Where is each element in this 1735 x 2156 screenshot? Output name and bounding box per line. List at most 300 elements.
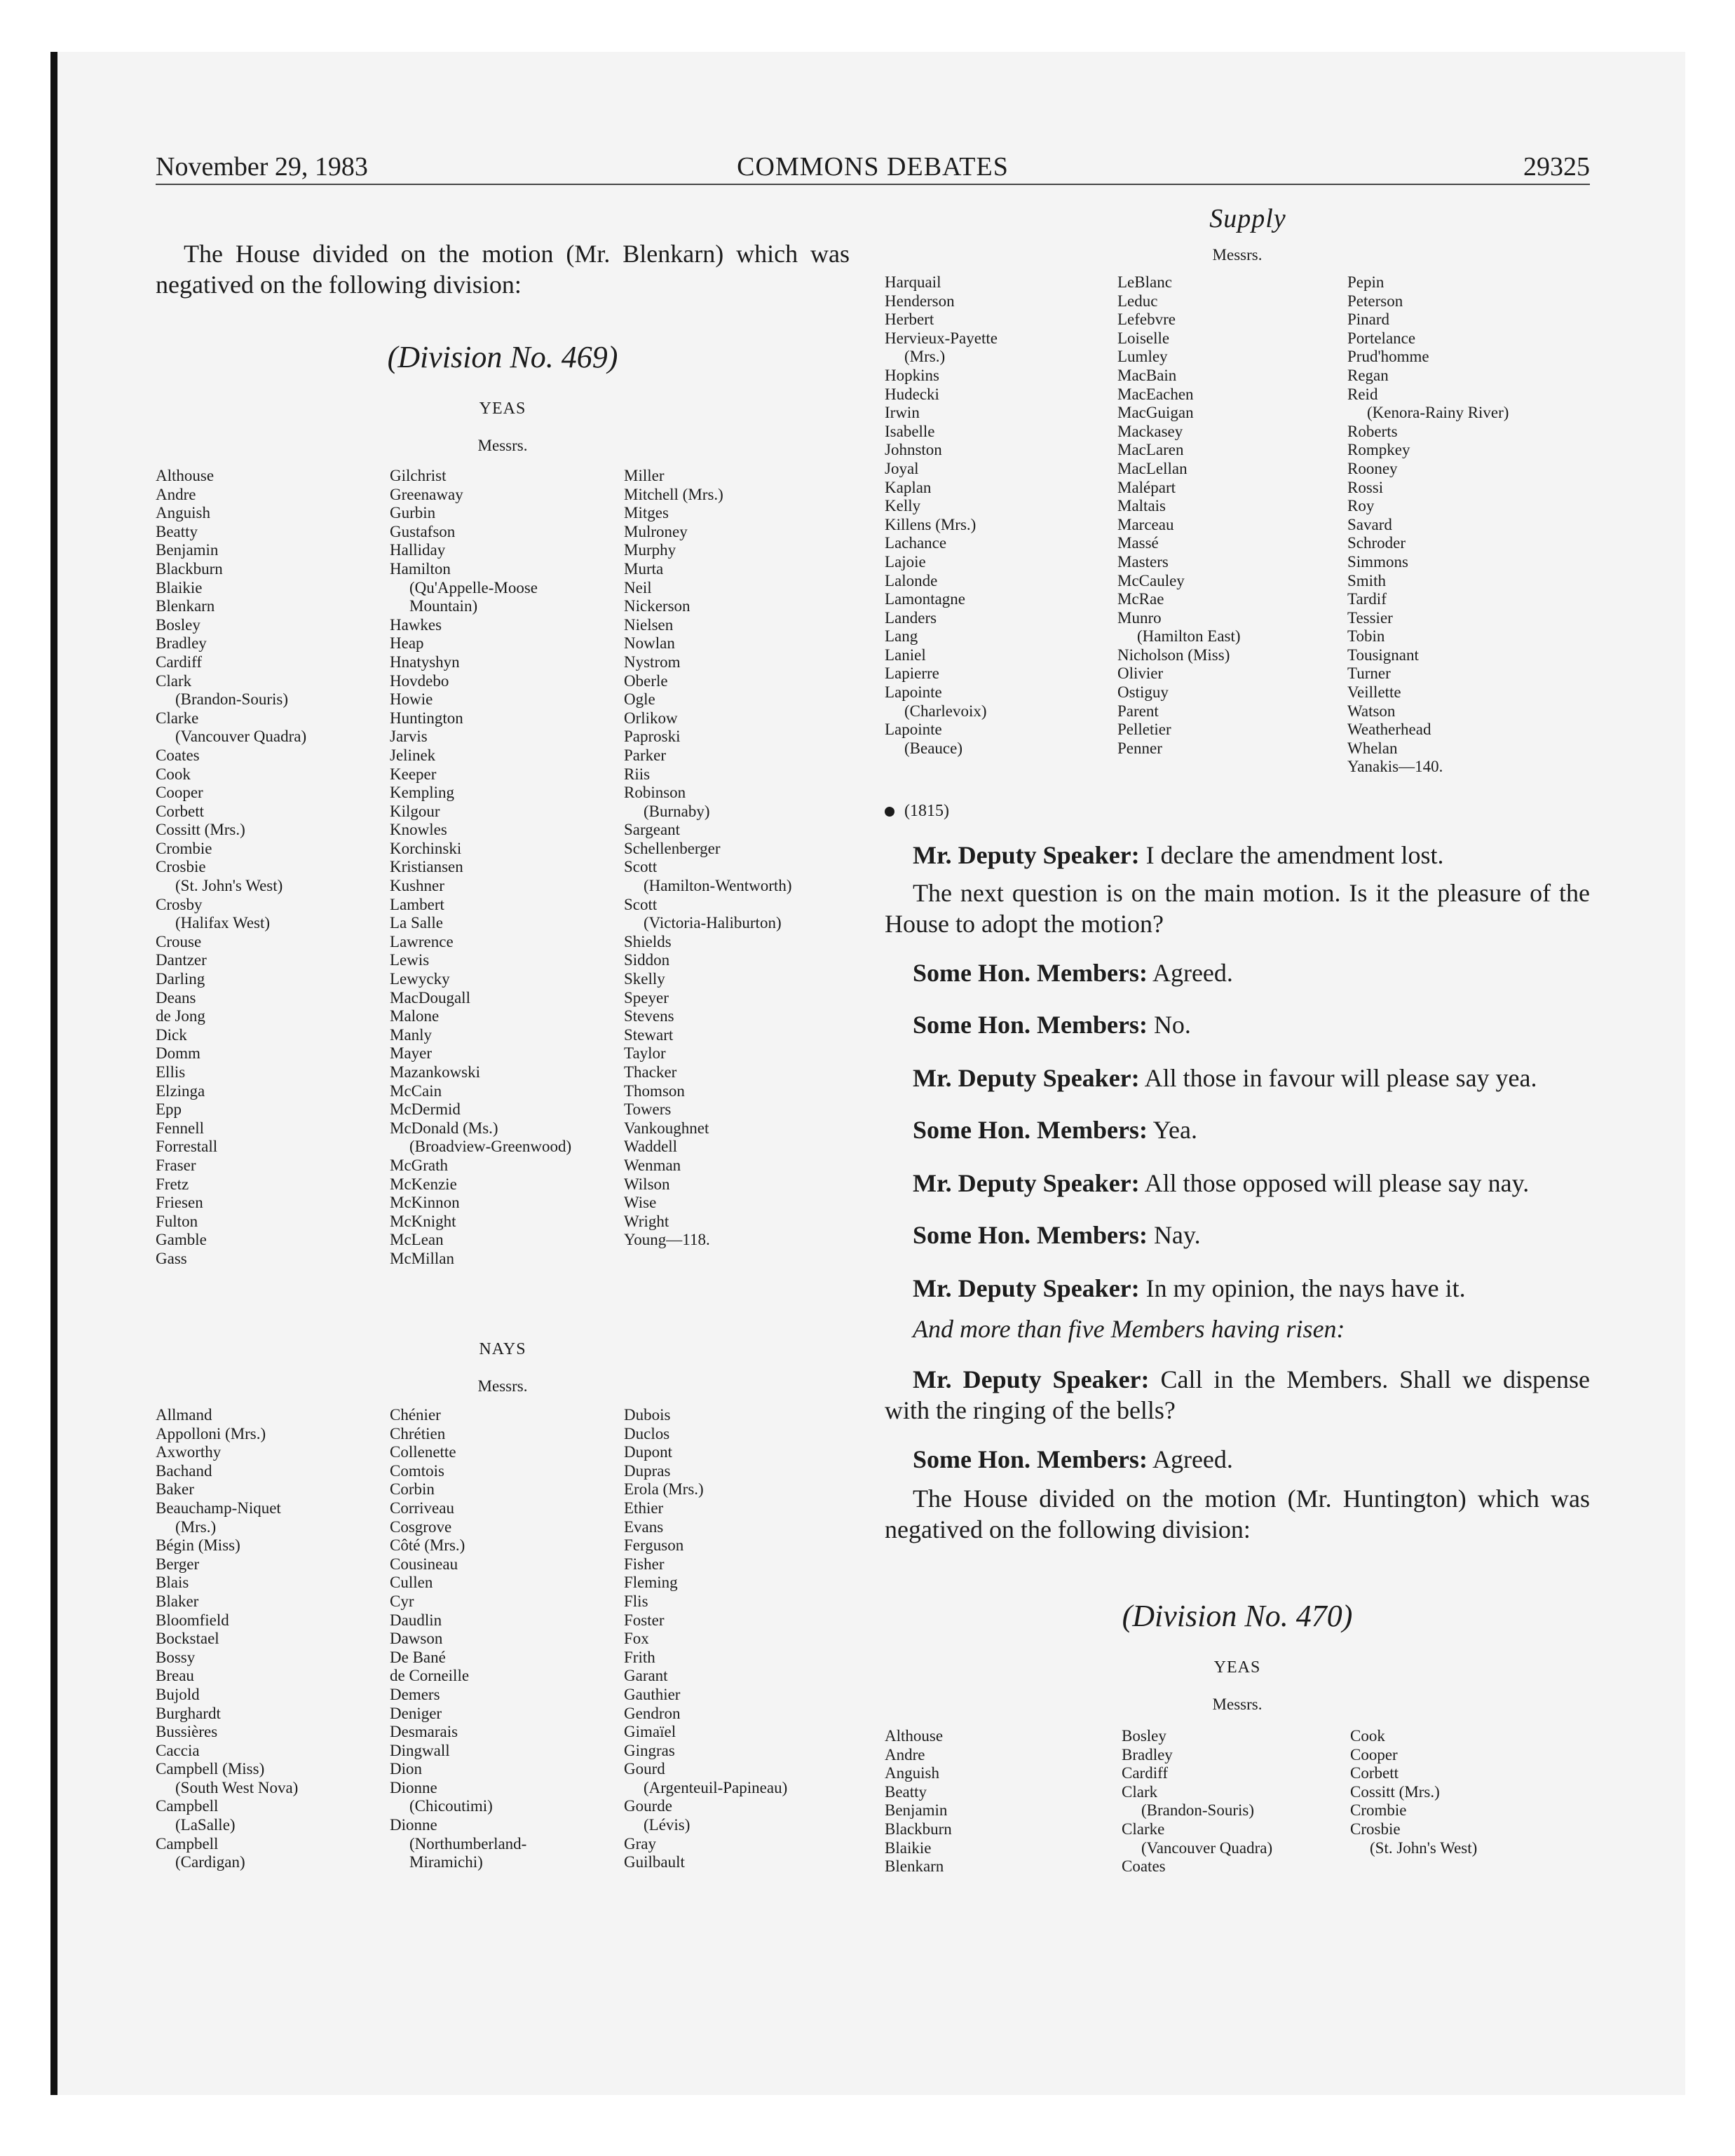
member-name: Corriveau	[390, 1499, 454, 1517]
member-name: McGrath	[390, 1156, 449, 1174]
member-name: Jarvis	[390, 728, 428, 746]
dialogue-line	[885, 1168, 1590, 1199]
member-name: (Argenteuil-Papineau)	[644, 1778, 788, 1796]
member-name: Cooper	[156, 784, 203, 802]
speech-text: No.	[1147, 1011, 1191, 1039]
member-name: (Kenora-Rainy River)	[1367, 404, 1509, 422]
member-name: (Burnaby)	[644, 802, 710, 820]
member-name: Lachance	[885, 534, 947, 552]
member-name: Cullen	[390, 1574, 433, 1592]
member-name: Garant	[624, 1667, 668, 1685]
member-name: Vankoughnet	[624, 1119, 709, 1137]
nays-continued-column-3	[1347, 273, 1509, 777]
member-name: Forrestall	[156, 1138, 218, 1156]
member-name: (St. John's West)	[1370, 1838, 1478, 1857]
member-name: Cook	[1350, 1727, 1385, 1745]
member-name: de Corneille	[390, 1667, 470, 1685]
member-name: Cosgrove	[390, 1517, 452, 1536]
member-name: Tessier	[1347, 608, 1393, 627]
member-name: Beatty	[156, 522, 198, 540]
member-name: Lumley	[1117, 348, 1168, 366]
member-name: Nielsen	[624, 615, 674, 634]
member-name: Ethier	[624, 1499, 664, 1517]
member-name: Elzinga	[156, 1082, 205, 1100]
member-name: (Broadview-Greenwood)	[409, 1138, 572, 1156]
member-name: Darling	[156, 970, 205, 988]
member-name: Towers	[624, 1100, 672, 1119]
member-name: (South West Nova)	[175, 1778, 299, 1796]
member-name: Bussières	[156, 1723, 218, 1741]
member-name: Collenette	[390, 1443, 456, 1461]
member-name: Schroder	[1347, 534, 1406, 552]
nays-column-3	[624, 1406, 787, 1872]
yeas-heading-block	[156, 398, 850, 419]
member-name: Parent	[1117, 702, 1159, 720]
member-name: Corbett	[1350, 1764, 1399, 1782]
dialogue-line	[885, 878, 1590, 939]
member-name: Scott	[624, 895, 658, 913]
member-name: Nicholson (Miss)	[1117, 646, 1230, 664]
member-name: Lang	[885, 627, 918, 646]
member-name: (Northumberland-	[409, 1834, 527, 1853]
member-name: Bujold	[156, 1685, 200, 1703]
member-name: Thacker	[624, 1063, 677, 1081]
member-name: Riis	[624, 765, 651, 783]
member-name: Pepin	[1347, 273, 1384, 291]
member-name: Axworthy	[156, 1443, 222, 1461]
member-name: Gurbin	[390, 504, 436, 522]
nays-heading-block	[156, 1339, 850, 1360]
member-name: Peterson	[1347, 292, 1403, 310]
member-name: Demers	[390, 1685, 440, 1703]
member-name: Blaker	[156, 1592, 199, 1610]
member-name: Johnston	[885, 441, 942, 459]
member-name: Taylor	[624, 1044, 666, 1063]
member-name: Frith	[624, 1648, 655, 1666]
member-name: Kaplan	[885, 478, 932, 496]
member-name: Blenkarn	[156, 597, 215, 615]
member-name: Knowles	[390, 821, 447, 839]
member-name: Deans	[156, 988, 196, 1007]
member-name: Gimaïel	[624, 1723, 676, 1741]
member-name: Gass	[156, 1249, 187, 1267]
member-name: Pelletier	[1117, 721, 1171, 739]
member-name: Manly	[390, 1025, 433, 1044]
bullet-dot	[885, 807, 894, 817]
member-name: Miller	[624, 467, 665, 484]
speaker-name: Mr. Deputy Speaker:	[913, 841, 1140, 869]
member-name: Lapointe	[885, 721, 942, 739]
member-name: Anguish	[156, 504, 210, 522]
member-name: Hnatyshyn	[390, 653, 460, 671]
member-name: Miramichi)	[409, 1853, 483, 1871]
member-name: Benjamin	[156, 541, 219, 559]
member-name: Siddon	[624, 951, 670, 969]
member-name: Howie	[390, 690, 433, 709]
speech-text: Agreed.	[1147, 1445, 1233, 1473]
member-name: Dingwall	[390, 1741, 450, 1759]
member-name: Bradley	[156, 634, 207, 653]
member-name: Lefebvre	[1117, 311, 1176, 329]
member-name: Domm	[156, 1044, 200, 1063]
yeas-messrs: Messrs.	[477, 437, 528, 454]
member-name: (Vancouver Quadra)	[1141, 1838, 1273, 1857]
member-name: Blais	[156, 1574, 189, 1592]
member-name: Cousineau	[390, 1555, 458, 1573]
member-name: Loiselle	[1117, 329, 1170, 347]
member-name: Chrétien	[390, 1424, 446, 1442]
member-name: Bockstael	[156, 1630, 219, 1648]
speaker-name: Some Hon. Members:	[913, 1221, 1148, 1249]
member-name: Herbert	[885, 311, 934, 329]
member-name: Althouse	[156, 467, 215, 484]
member-name: Lapointe	[885, 683, 942, 702]
member-name: (Brandon-Souris)	[1141, 1801, 1254, 1820]
member-name: Campbell (Miss)	[156, 1760, 265, 1778]
yeas2-column-2	[1122, 1727, 1272, 1876]
member-name: MacDougall	[390, 988, 470, 1007]
member-name: Bossy	[156, 1648, 196, 1666]
member-name: Hamilton	[390, 559, 451, 578]
member-name: Crosbie	[1350, 1820, 1401, 1838]
member-name: Dick	[156, 1025, 187, 1044]
member-name: Hervieux-Payette	[885, 329, 998, 347]
yeas2-column-1	[885, 1727, 952, 1876]
member-name: Hopkins	[885, 366, 939, 384]
member-name: Epp	[156, 1100, 182, 1119]
member-name: Mitges	[624, 504, 669, 522]
yeas-messrs-block	[156, 436, 850, 456]
member-name: Andre	[156, 485, 196, 503]
member-name: (Chicoutimi)	[409, 1797, 493, 1815]
member-name: Watson	[1347, 702, 1396, 720]
member-name: Desmarais	[390, 1723, 458, 1741]
member-name: Halliday	[390, 541, 446, 559]
member-name: Clark	[156, 671, 192, 690]
member-name: Lapierre	[885, 664, 939, 683]
division-470-heading	[885, 1598, 1590, 1635]
member-name: Mackasey	[1117, 422, 1183, 440]
time-marker-text: (1815)	[904, 802, 949, 820]
member-name: Campbell	[156, 1834, 219, 1853]
member-name: Fraser	[156, 1156, 196, 1174]
member-name: McKenzie	[390, 1175, 457, 1193]
member-name: De Bané	[390, 1648, 446, 1666]
member-name: Kilgour	[390, 802, 440, 820]
member-name: Nowlan	[624, 634, 675, 653]
dialogue-line	[885, 1220, 1590, 1250]
member-name: Blackburn	[885, 1820, 952, 1838]
member-name: Baker	[156, 1480, 194, 1499]
member-name: MacGuigan	[1117, 404, 1194, 422]
member-name: (Brandon-Souris)	[175, 690, 288, 709]
member-name: Hudecki	[885, 385, 939, 403]
nays-continued-messrs: Messrs.	[1212, 246, 1263, 264]
member-name: LeBlanc	[1117, 273, 1172, 291]
member-name: Burghardt	[156, 1704, 221, 1722]
member-name: Allmand	[156, 1406, 212, 1424]
member-name: MacEachen	[1117, 385, 1194, 403]
member-name: Comtois	[390, 1461, 444, 1480]
member-name: Appolloni (Mrs.)	[156, 1424, 266, 1442]
member-name: Massé	[1117, 534, 1159, 552]
member-name: Cook	[156, 765, 191, 783]
member-name: Clark	[1122, 1782, 1158, 1801]
member-name: Neil	[624, 578, 652, 596]
member-name: Nickerson	[624, 597, 690, 615]
member-name: Lawrence	[390, 932, 454, 950]
yeas-heading: YEAS	[479, 400, 526, 418]
member-name: Lamontagne	[885, 590, 965, 608]
yeas-column-3	[624, 467, 791, 1250]
member-name: Henderson	[885, 292, 955, 310]
member-name: Malépart	[1117, 478, 1176, 496]
member-name: Mayer	[390, 1044, 433, 1063]
member-name: Lambert	[390, 895, 444, 913]
speech-text: I declare the amendment lost.	[1139, 841, 1444, 869]
division-469-heading	[156, 339, 850, 376]
member-name: Benjamin	[885, 1801, 948, 1820]
debate-dialogue	[885, 840, 1590, 1545]
member-name: Stewart	[624, 1025, 674, 1044]
speech-text: All those opposed will please say nay.	[1139, 1169, 1530, 1197]
member-name: Gustafson	[390, 522, 456, 540]
member-name: Scott	[624, 858, 658, 876]
member-name: Turner	[1347, 664, 1391, 683]
speech-text: Agreed.	[1147, 959, 1233, 987]
member-name: Crombie	[156, 839, 212, 857]
member-name: McKnight	[390, 1212, 456, 1230]
member-name: Stevens	[624, 1007, 674, 1025]
member-name: (St. John's West)	[175, 877, 283, 895]
member-name: Lewycky	[390, 970, 450, 988]
nays-messrs: Messrs.	[477, 1377, 528, 1395]
member-name: Roberts	[1347, 422, 1398, 440]
member-name: Hovdebo	[390, 671, 449, 690]
member-name: Clarke	[1122, 1820, 1165, 1838]
member-name: Dionne	[390, 1816, 437, 1834]
member-name: Penner	[1117, 739, 1162, 757]
member-name: Reid	[1347, 385, 1378, 403]
member-name: Murta	[624, 559, 664, 578]
member-name: Fisher	[624, 1555, 665, 1573]
member-name: Crosbie	[156, 858, 206, 876]
header-date: November 29, 1983	[156, 152, 368, 182]
member-name: Althouse	[885, 1727, 944, 1745]
member-name: Weatherhead	[1347, 721, 1431, 739]
member-name: Tardif	[1347, 590, 1387, 608]
stage-direction: And more than five Members having risen:	[913, 1315, 1345, 1343]
member-name: Leduc	[1117, 292, 1158, 310]
member-name: Rooney	[1347, 459, 1398, 477]
dialogue-line	[885, 840, 1590, 871]
division-intro: The House divided on the motion (Mr. Blenkarn) which was negatived on the following division:	[156, 240, 850, 299]
member-name: Blackburn	[156, 559, 223, 578]
member-name: Fennell	[156, 1119, 204, 1137]
member-name: Mitchell (Mrs.)	[624, 485, 723, 503]
member-name: Huntington	[390, 709, 463, 727]
member-name: Beatty	[885, 1782, 927, 1801]
member-name: Guilbault	[624, 1853, 685, 1871]
member-name: Olivier	[1117, 664, 1164, 683]
member-name: Rossi	[1347, 478, 1384, 496]
member-name: Foster	[624, 1611, 665, 1629]
member-name: Ellis	[156, 1063, 186, 1081]
member-name: Schellenberger	[624, 839, 721, 857]
member-name: McRae	[1117, 590, 1164, 608]
member-name: Lewis	[390, 951, 430, 969]
speaker-name: Some Hon. Members:	[913, 1445, 1148, 1473]
member-name: Bégin (Miss)	[156, 1536, 240, 1555]
member-name: McLean	[390, 1231, 444, 1249]
member-name: Rompkey	[1347, 441, 1410, 459]
member-name: Savard	[1347, 515, 1392, 533]
member-name: (Charlevoix)	[904, 702, 987, 720]
speaker-name: Some Hon. Members:	[913, 1011, 1148, 1039]
member-name: Mulroney	[624, 522, 688, 540]
speech-text: All those in favour will please say yea.	[1139, 1064, 1537, 1092]
member-name: Hawkes	[390, 615, 442, 634]
member-name: Marceau	[1117, 515, 1174, 533]
member-name: Dion	[390, 1760, 422, 1778]
member-name: Flis	[624, 1592, 648, 1610]
dialogue-line	[885, 1063, 1590, 1093]
member-name: Joyal	[885, 459, 919, 477]
member-name: Dantzer	[156, 951, 207, 969]
member-name: Regan	[1347, 366, 1389, 384]
yeas2-messrs-block	[885, 1695, 1590, 1714]
member-name: Dionne	[390, 1778, 437, 1796]
member-name: Shields	[624, 932, 672, 950]
yeas-heading-2: YEAS	[1213, 1658, 1261, 1677]
header-title: COMMONS DEBATES	[737, 152, 1009, 182]
member-name: Crosby	[156, 895, 203, 913]
member-name: (Qu'Appelle-Moose	[409, 578, 538, 596]
member-name: Gendron	[624, 1704, 681, 1722]
dialogue-line	[885, 1114, 1590, 1145]
member-name: (Halifax West)	[175, 914, 271, 932]
member-name: Tousignant	[1347, 646, 1419, 664]
member-name: Bloomfield	[156, 1611, 229, 1629]
member-name: Fleming	[624, 1574, 678, 1592]
member-name: Mountain)	[409, 597, 478, 615]
member-name: (Hamilton-Wentworth)	[644, 877, 792, 895]
member-name: Lalonde	[885, 571, 938, 589]
member-name: Whelan	[1347, 739, 1398, 757]
member-name: Smith	[1347, 571, 1386, 589]
header-rule	[156, 184, 1590, 185]
right-messrs-block	[885, 245, 1590, 265]
member-name: Cossitt (Mrs.)	[1350, 1782, 1440, 1801]
member-name: Dupras	[624, 1461, 671, 1480]
member-name: Malone	[390, 1007, 440, 1025]
member-name: McKinnon	[390, 1194, 460, 1212]
member-name: Bosley	[1122, 1727, 1166, 1745]
yeas2-column-3	[1350, 1727, 1477, 1857]
member-name: Kristiansen	[390, 858, 463, 876]
member-name: Gray	[624, 1834, 656, 1853]
yeas-column-2	[390, 467, 571, 1269]
member-name: Munro	[1117, 608, 1162, 627]
member-name: de Jong	[156, 1007, 205, 1025]
member-name: (Lévis)	[644, 1816, 690, 1834]
nays-column-2	[390, 1406, 526, 1872]
member-name: McMillan	[390, 1249, 454, 1267]
member-name: Skelly	[624, 970, 665, 988]
member-name: Lajoie	[885, 552, 926, 571]
dialogue-line	[885, 1364, 1590, 1426]
time-marker	[885, 800, 1305, 821]
dialogue-line	[885, 1009, 1590, 1040]
member-name: Cardiff	[1122, 1764, 1169, 1782]
member-name: Wise	[624, 1194, 657, 1212]
speaker-name: Mr. Deputy Speaker:	[913, 1274, 1140, 1302]
member-name: Dawson	[390, 1630, 443, 1648]
section-title: Supply	[1209, 204, 1286, 233]
member-name: McDonald (Ms.)	[390, 1119, 498, 1137]
member-name: Gilchrist	[390, 467, 447, 484]
member-name: Isabelle	[885, 422, 935, 440]
member-name: Killens (Mrs.)	[885, 515, 977, 533]
member-name: Oberle	[624, 671, 668, 690]
member-name: Young—118.	[624, 1231, 710, 1249]
member-name: Dupont	[624, 1443, 672, 1461]
member-name: Maltais	[1117, 497, 1166, 515]
member-name: Kushner	[390, 877, 444, 895]
speech-text: Yea.	[1147, 1116, 1197, 1144]
member-name: Corbin	[390, 1480, 435, 1499]
member-name: Coates	[156, 746, 200, 764]
member-name: Prud'homme	[1347, 348, 1429, 366]
member-name: Nystrom	[624, 653, 681, 671]
binding-edge	[50, 52, 57, 2095]
member-name: Deniger	[390, 1704, 442, 1722]
dialogue-line	[885, 1444, 1590, 1475]
member-name: (Mrs.)	[175, 1517, 217, 1536]
left-intro-block	[156, 238, 850, 300]
member-name: Pinard	[1347, 311, 1390, 329]
speaker-name: Some Hon. Members:	[913, 1116, 1148, 1144]
member-name: Blaikie	[156, 578, 203, 596]
member-name: Korchinski	[390, 839, 462, 857]
member-name: Speyer	[624, 988, 669, 1007]
member-name: Cossitt (Mrs.)	[156, 821, 245, 839]
member-name: Masters	[1117, 552, 1169, 571]
member-name: Bosley	[156, 615, 200, 634]
member-name: Paproski	[624, 728, 681, 746]
member-name: Côté (Mrs.)	[390, 1536, 465, 1555]
member-name: Crombie	[1350, 1801, 1407, 1820]
member-name: (Beauce)	[904, 739, 962, 757]
member-name: McCauley	[1117, 571, 1185, 589]
member-name: Landers	[885, 608, 937, 627]
member-name: Roy	[1347, 497, 1375, 515]
member-name: Gingras	[624, 1741, 675, 1759]
speaker-name: Some Hon. Members:	[913, 959, 1148, 987]
member-name: (Mrs.)	[904, 348, 946, 366]
member-name: Crouse	[156, 932, 202, 950]
member-name: (Vancouver Quadra)	[175, 728, 307, 746]
member-name: Chénier	[390, 1406, 441, 1424]
member-name: Gourde	[624, 1797, 672, 1815]
nays-continued-column-1	[885, 273, 998, 758]
member-name: Heap	[390, 634, 424, 653]
member-name: Bradley	[1122, 1745, 1173, 1763]
member-name: (LaSalle)	[175, 1816, 236, 1834]
speech-text: The next question is on the main motion. Is it the pleasure of the House to adopt the motion?	[885, 879, 1590, 938]
member-name: Wilson	[624, 1175, 670, 1193]
member-name: McCain	[390, 1082, 442, 1100]
